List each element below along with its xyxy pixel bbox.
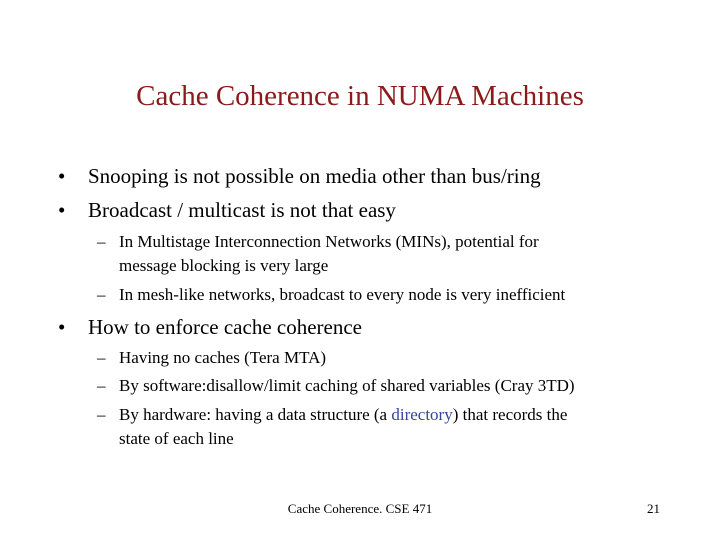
page-number: 21	[647, 501, 660, 516]
bullet-marker: •	[58, 315, 66, 339]
sub-bullet-marker: –	[97, 232, 106, 251]
sub-bullet-marker: –	[97, 405, 106, 424]
sub-bullet-text-line: By software:disallow/limit caching of shared variables (Cray 3TD)	[119, 376, 575, 395]
sub-bullet-text-line: In mesh-like networks, broadcast to every node is very inefficient	[119, 285, 566, 304]
bullet-text: How to enforce cache coherence	[88, 315, 362, 339]
sub-bullet-text-line: message blocking is very large	[119, 256, 329, 275]
sub-bullet-text-after: ) that records the	[452, 405, 568, 424]
sub-bullet-text-line: state of each line	[119, 429, 234, 448]
sub-bullet-text-line	[119, 403, 567, 427]
bullet-marker: •	[58, 164, 66, 188]
bullet-marker: •	[58, 198, 66, 222]
bullet-text: Broadcast / multicast is not that easy	[88, 198, 396, 222]
sub-bullet-marker: –	[97, 376, 106, 395]
slide-title: Cache Coherence in NUMA Machines	[136, 80, 584, 112]
sub-bullet-text-before: By hardware: having a data structure (a	[119, 405, 392, 424]
sub-bullet-marker: –	[97, 285, 106, 304]
highlighted-term: directory	[391, 405, 453, 424]
sub-bullet-text-line: Having no caches (Tera MTA)	[119, 348, 327, 367]
sub-bullet-text-line: In Multistage Interconnection Networks (MINs), potential for	[119, 232, 539, 251]
bullet-text: Snooping is not possible on media other than bus/ring	[88, 164, 541, 188]
footer-caption: Cache Coherence. CSE 471	[287, 501, 433, 516]
sub-bullet-marker: –	[97, 348, 106, 367]
